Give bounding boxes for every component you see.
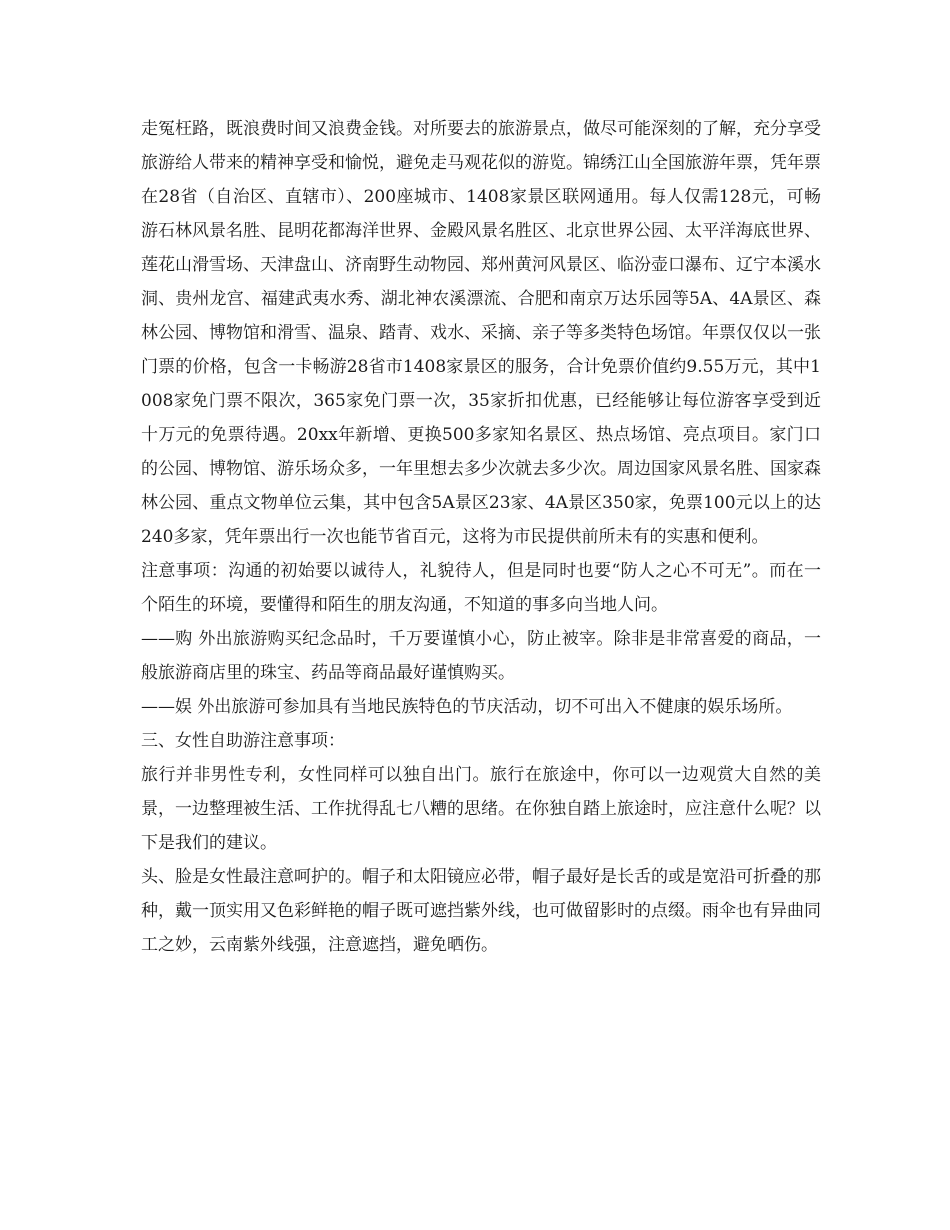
paragraph-shopping: ——购 外出旅游购买纪念品时，千万要谨慎小心，防止被宰。除非是非常喜爱的商品，一般旅游商店里的珠宝、药品等商品最好谨慎购买。 — [141, 629, 821, 683]
paragraph-ticket-info: 走冤枉路，既浪费时间又浪费金钱。对所要去的旅游景点，做尽可能深刻的了解，充分享受旅游给人带来的精神享受和愉悦，避免走马观花似的游览。锦绣江山全国旅游年票，凭年票在28省（自治区、直辖市）、200座城市、1408家景区联网通用。每人仅需128元，可畅游石林风景名胜、昆明花都海洋世界、金殿风景名胜区、北京世界公园、太平洋海底世界、莲花山滑雪场、天津盘山、济南野生动物园、郑州黄河风景区、临汾壶口瀑布、辽宁本溪水洞、贵州龙宫、福建武夷水秀、湖北神农溪漂流、合肥和南京万达乐园等5A、4A景区、森林公园、博物馆和滑雪、温泉、踏青、戏水、采摘、亲子等多类特色场馆。年票仅仅以一张门票的价格，包含一卡畅游28省市1408家景区的服务，合计免票价值约9.55万元，其中1008家免门票不限次，365家免门票一次，35家折扣优惠，已经能够让每位游客享受到近十万元的免票待遇。20xx年新增、更换500多家知名景区、热点场馆、亮点项目。家门口的公园、博物馆、游乐场众多，一年里想去多少次就去多少次。周边国家风景名胜、国家森林公园、重点文物单位云集，其中包含5A景区23家、4A景区350家，免票100元以上的达240多家，凭年票出行一次也能节省百元，这将为市民提供前所未有的实惠和便利。 — [141, 119, 821, 547]
paragraph-head-face-care: 头、脸是女性最注意呵护的。帽子和太阳镜应必带，帽子最好是长舌的或是宽沿可折叠的那种，戴一顶实用又色彩鲜艳的帽子既可遮挡紫外线，也可做留影时的点缀。雨伞也有异曲同工之妙，云南紫外线强，注意遮挡，避免晒伤。 — [141, 867, 821, 955]
paragraph-entertainment: ——娱 外出旅游可参加具有当地民族特色的节庆活动，切不可出入不健康的娱乐场所。 — [141, 697, 793, 717]
document-body — [141, 112, 821, 962]
section-heading-female-travel: 三、女性自助游注意事项： — [141, 731, 345, 751]
paragraph-female-travel-intro: 旅行并非男性专利，女性同样可以独自出门。旅行在旅途中，你可以一边观赏大自然的美景，一边整理被生活、工作扰得乱七八糟的思绪。在你独自踏上旅途时，应注意什么呢？以下是我们的建议。 — [141, 765, 821, 853]
paragraph-communication-notes: 注意事项：沟通的初始要以诚待人，礼貌待人，但是同时也要“防人之心不可无”。而在一个陌生的环境，要懂得和陌生的朋友沟通，不知道的事多向当地人问。 — [141, 561, 821, 615]
